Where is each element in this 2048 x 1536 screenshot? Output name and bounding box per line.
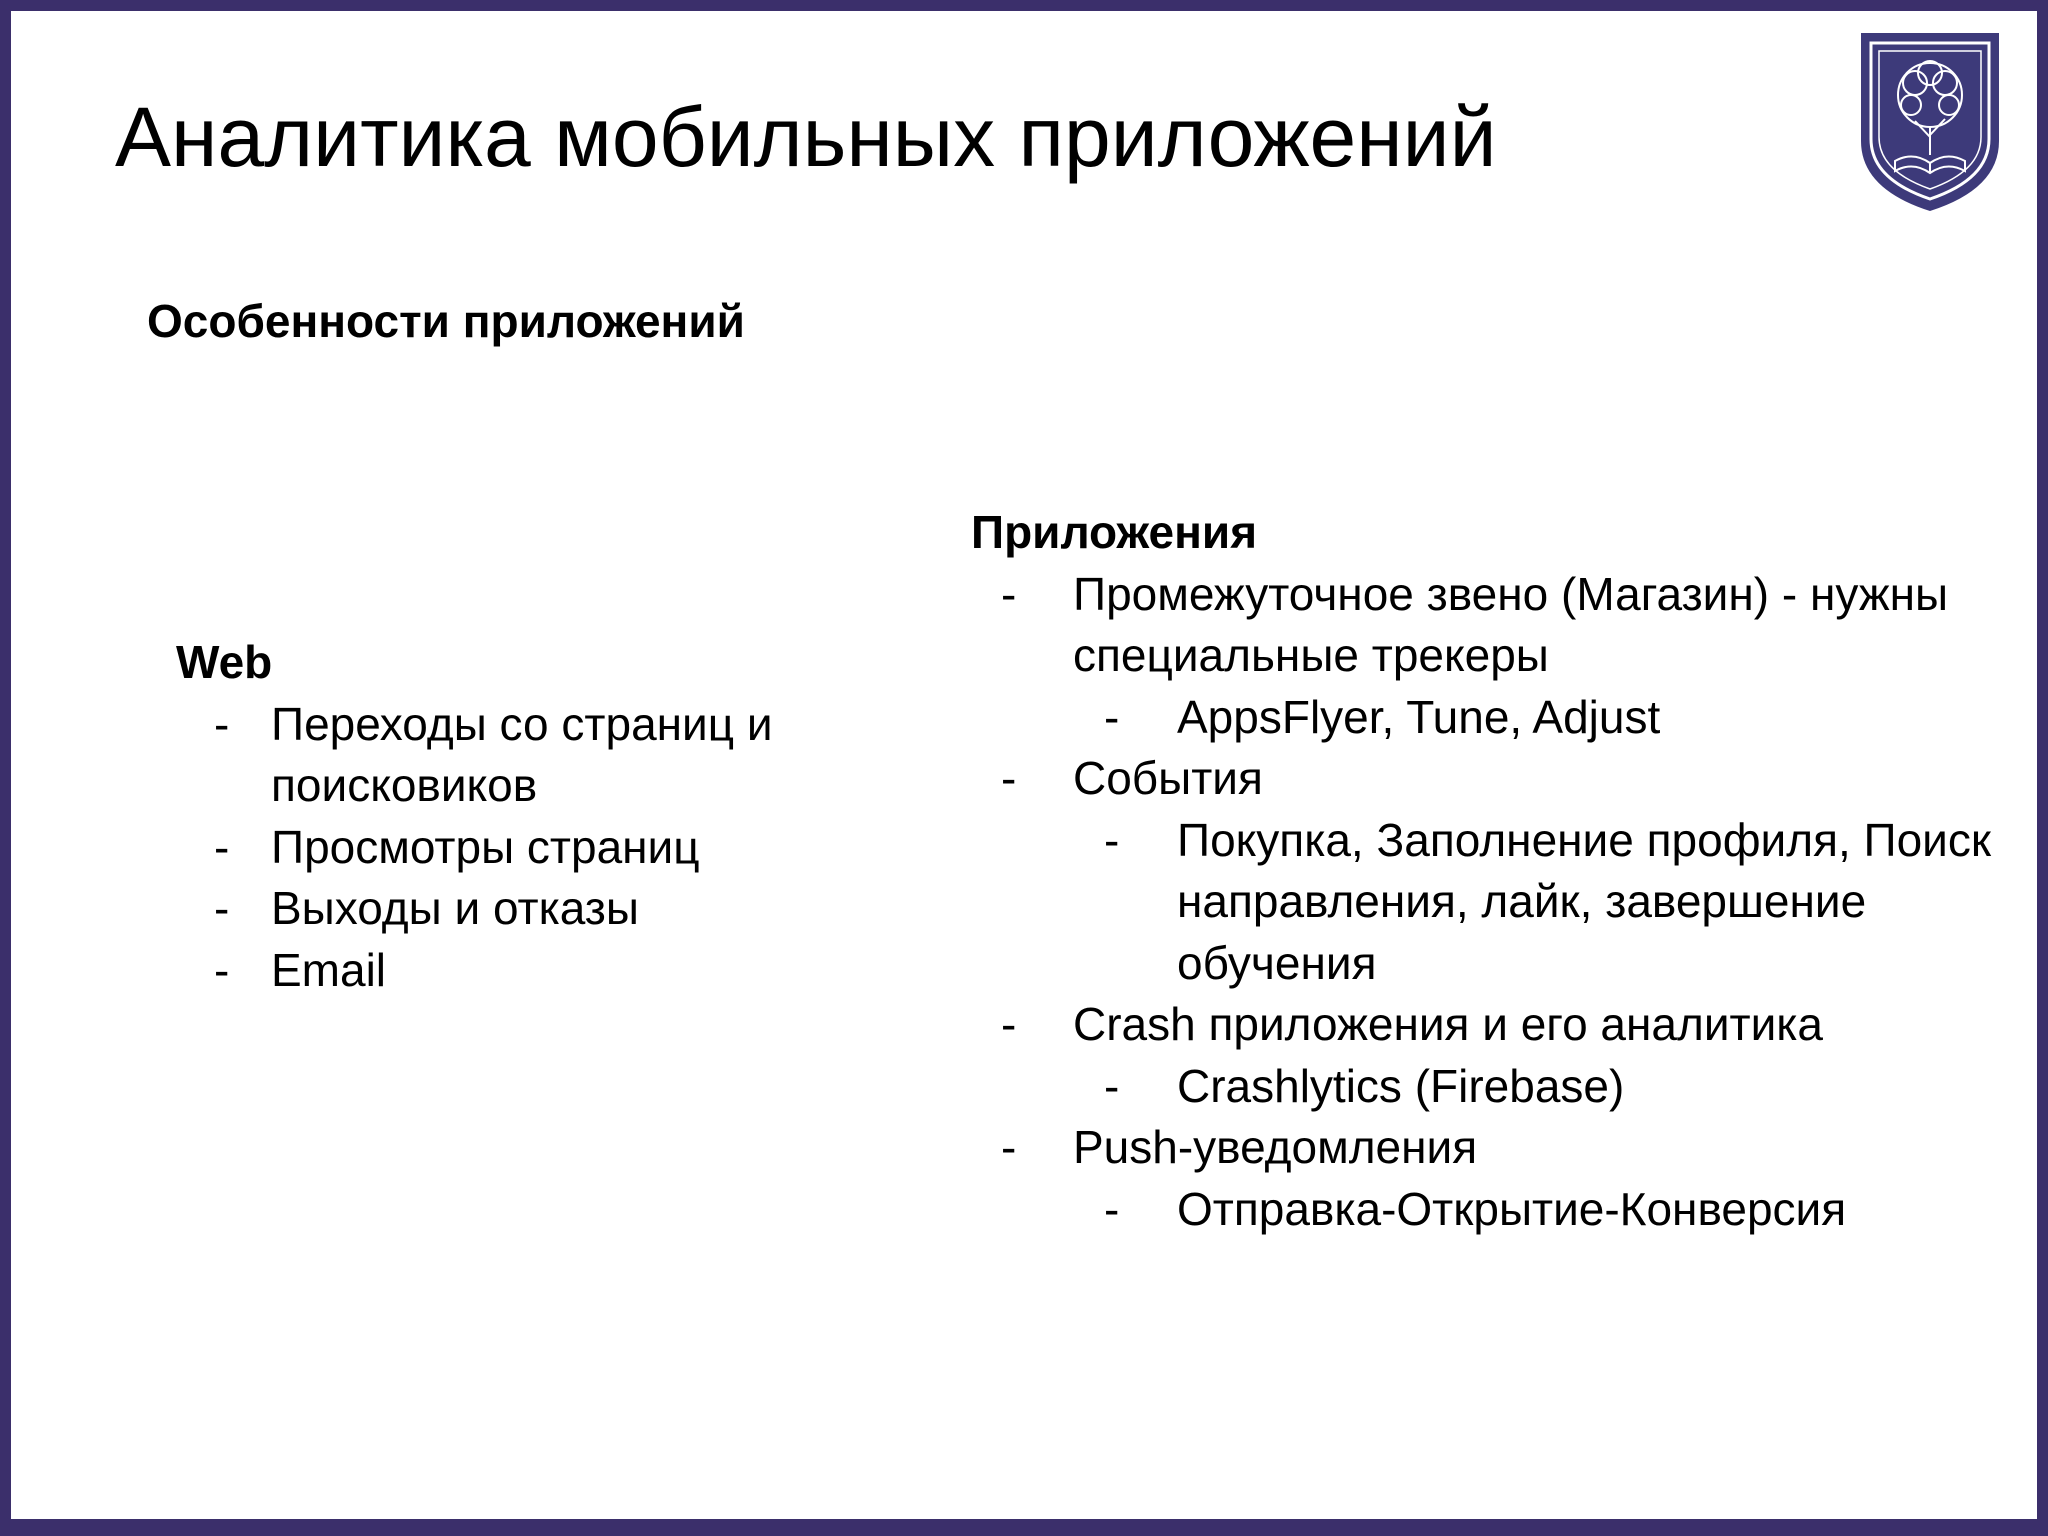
apps-list-item: - Промежуточное звено (Магазин) - нужны специальные трекеры: [971, 564, 1991, 687]
slide-title: Аналитика мобильных приложений: [115, 90, 1497, 184]
web-list-item: - Просмотры страниц: [176, 817, 916, 879]
apps-list-group: [971, 994, 1991, 1117]
apps-list-item: - События: [971, 748, 1991, 810]
web-heading: Web: [176, 636, 273, 688]
apps-list: [971, 564, 1991, 1241]
apps-list-subitem: - Покупка, Заполнение профиля, Поиск направления, лайк, завершение обучения: [971, 810, 1991, 995]
tree-book-crest-icon: [1855, 29, 2005, 215]
apps-list-subitem: - Отправка-Открытие-Конверсия: [971, 1179, 1991, 1241]
apps-heading: Приложения: [971, 506, 1258, 558]
web-list-item: - Email: [176, 940, 916, 1002]
web-column: [176, 632, 916, 1001]
web-list-item: - Выходы и отказы: [176, 878, 916, 940]
apps-column: [971, 502, 1991, 1240]
apps-list-group: [971, 748, 1991, 994]
web-list: [176, 694, 916, 1002]
apps-list-subitem: - AppsFlyer, Tune, Adjust: [971, 687, 1991, 749]
apps-list-item: - Crash приложения и его аналитика: [971, 994, 1991, 1056]
slide: [11, 11, 2037, 1519]
section-subtitle: Особенности приложений: [147, 295, 745, 347]
web-list-item: - Переходы со страниц и поисковиков: [176, 694, 916, 817]
apps-list-group: [971, 1117, 1991, 1240]
apps-list-group: [971, 564, 1991, 749]
apps-list-subitem: - Crashlytics (Firebase): [971, 1056, 1991, 1118]
apps-list-item: - Push-уведомления: [971, 1117, 1991, 1179]
